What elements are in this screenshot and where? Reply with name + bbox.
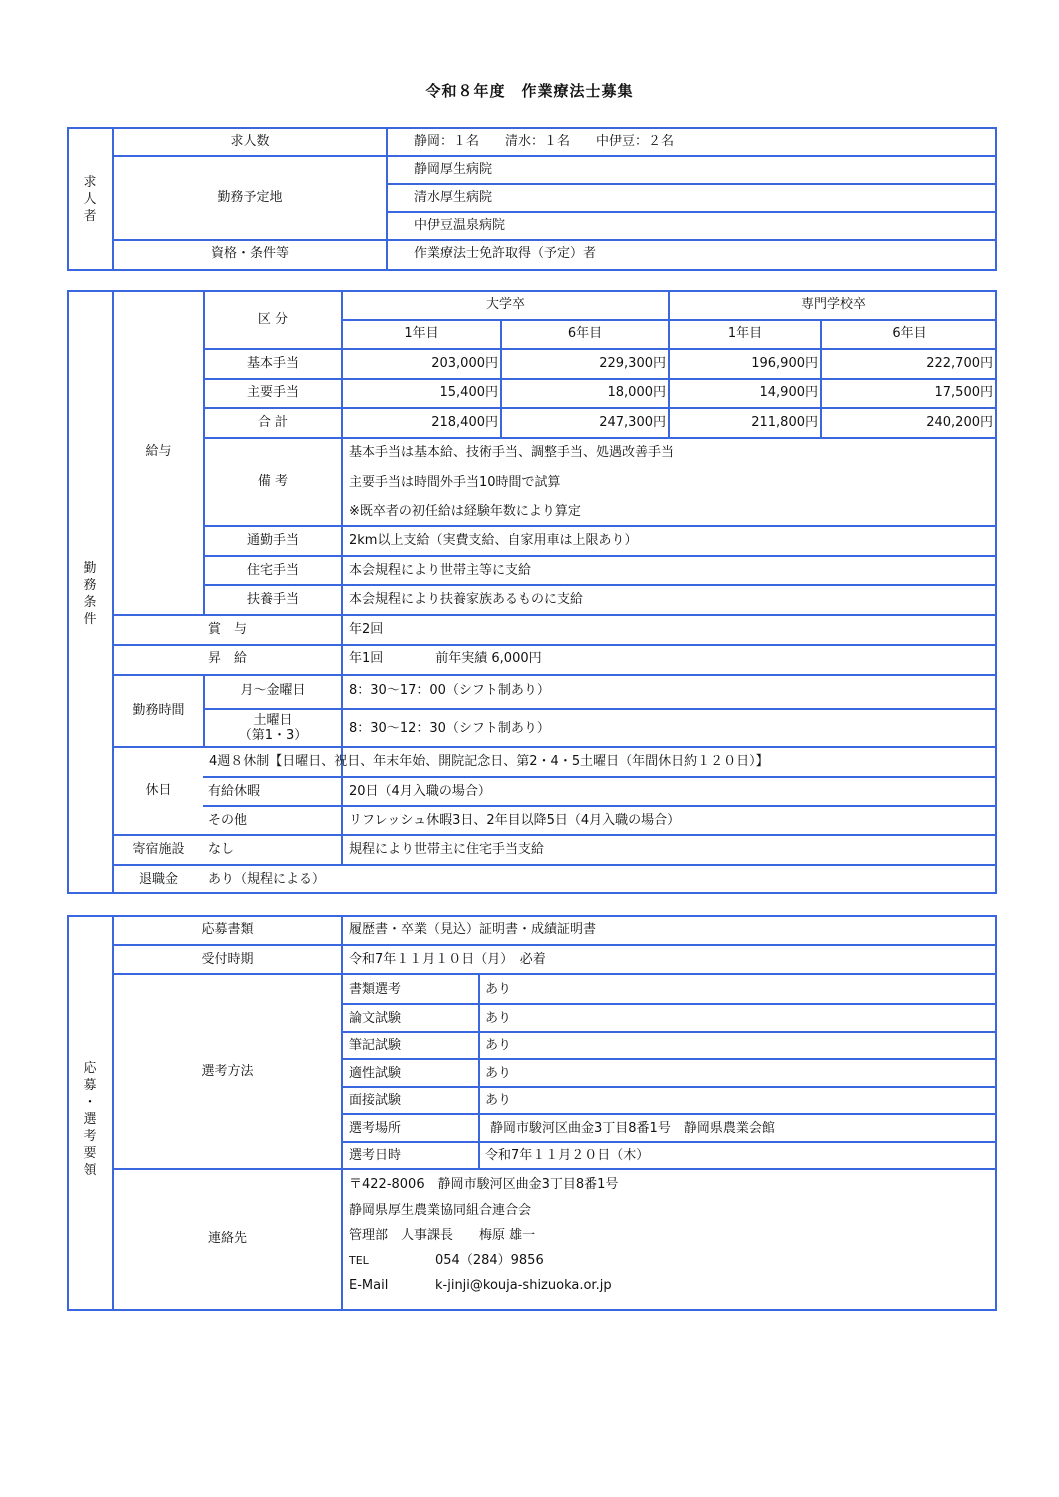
- dorm-label: 寄宿施設: [132, 842, 185, 857]
- paid-leave-value: 20日（4月入職の場合）: [349, 784, 491, 799]
- selection-item-label: 適性試験: [349, 1066, 402, 1081]
- salary-cell: 14,900円: [759, 385, 818, 400]
- selection-item-value: あり: [485, 1038, 512, 1053]
- salary-row-label: 合 計: [257, 415, 289, 430]
- contact-label: 連絡先: [207, 1231, 247, 1246]
- location-label: 勤務予定地: [217, 190, 283, 205]
- commute-value: 2km以上支給（実費支給、自家用車は上限あり）: [349, 533, 638, 548]
- other-leave-value: リフレッシュ休暇3日、2年目以降5日（4月入職の場合）: [349, 813, 681, 828]
- family-label: 扶養手当: [246, 592, 299, 607]
- sat-value: 8：30～12：30（シフト制あり）: [349, 721, 550, 736]
- holiday-value: 4週８休制【日曜日、祝日、年末年始、開院記念日、第2・4・5土曜日（年間休日約１２０日）】: [209, 754, 769, 769]
- bonus-value: 年2回: [349, 622, 384, 637]
- selection-item-label: 選考場所: [349, 1121, 402, 1136]
- application-side-label: 応 募 ・ 選 考 要 領: [83, 1061, 97, 1178]
- contact-line: 静岡県厚生農業協同組合連合会: [349, 1203, 532, 1218]
- openings-label: 求人数: [230, 134, 270, 149]
- weekday-value: 8：30～17：00（シフト制あり）: [349, 683, 550, 698]
- selection-item-label: 面接試験: [349, 1093, 402, 1108]
- selection-item-label: 書類選考: [349, 982, 402, 997]
- openings-value: 静岡：１名 清水：１名 中伊豆：２名: [414, 134, 675, 149]
- selection-item-value: 静岡市駿河区曲金3丁目8番1号 静岡県農業会館: [490, 1121, 775, 1136]
- selection-label: 選考方法: [201, 1064, 254, 1079]
- raise-label: 昇 給: [207, 651, 247, 666]
- page-title: 令和８年度 作業療法士募集: [425, 82, 634, 100]
- family-value: 本会規程により扶養家族あるものに支給: [349, 592, 584, 607]
- note-line: 主要手当は時間外手当10時間で試算: [349, 475, 561, 490]
- salary-row-label: 基本手当: [246, 356, 299, 371]
- location-nakaizu: 中伊豆温泉病院: [414, 218, 506, 233]
- bonus-label: 賞 与: [207, 622, 247, 637]
- selection-item-value: あり: [485, 1066, 512, 1081]
- contact-line: 管理部 人事課長 梅原 雄一: [349, 1228, 536, 1243]
- retire-label: 退職金: [138, 872, 178, 887]
- contact-line: 〒422-8006 静岡市駿河区曲金3丁目8番1号: [349, 1177, 619, 1192]
- kubun-label: 区 分: [257, 312, 289, 327]
- tel-label: TEL: [349, 1254, 369, 1267]
- other-leave-label: その他: [208, 813, 248, 828]
- dorm-value: なし: [208, 842, 235, 857]
- salary-label: 給与: [145, 444, 172, 459]
- salary-cell: 229,300円: [599, 356, 666, 371]
- notes-label: 備 考: [257, 474, 289, 489]
- selection-item-label: 論文試験: [349, 1011, 402, 1026]
- salary-cell: 15,400円: [439, 385, 498, 400]
- univ-year1: 1年目: [404, 326, 439, 341]
- salary-cell: 247,300円: [599, 415, 666, 430]
- dorm-note: 規程により世帯主に住宅手当支給: [349, 842, 545, 857]
- selection-item-value: あり: [485, 1093, 512, 1108]
- sat-sub: （第1・3）: [238, 728, 308, 743]
- location-shizuoka: 静岡厚生病院: [414, 162, 493, 177]
- deadline-label: 受付時期: [201, 952, 254, 967]
- salary-cell: 17,500円: [934, 385, 993, 400]
- selection-item-value: あり: [485, 982, 512, 997]
- note-line: ※既卒者の初任給は経験年数により算定: [349, 504, 581, 519]
- selection-item-label: 選考日時: [349, 1148, 402, 1163]
- email-label: E-Mail: [349, 1278, 389, 1293]
- housing-value: 本会規程により世帯主等に支給: [349, 563, 532, 578]
- location-shimizu: 清水厚生病院: [414, 190, 493, 205]
- salary-cell: 203,000円: [431, 356, 498, 371]
- salary-cell: 218,400円: [431, 415, 498, 430]
- selection-item-value: 令和7年１１月２０日（木）: [485, 1148, 650, 1163]
- salary-cell: 240,200円: [926, 415, 993, 430]
- housing-label: 住宅手当: [246, 563, 299, 578]
- group-senmon: 専門学校卒: [800, 297, 866, 312]
- weekday-label: 月～金曜日: [240, 683, 306, 698]
- salary-cell: 211,800円: [751, 415, 818, 430]
- paid-leave-label: 有給休暇: [208, 784, 261, 799]
- selection-item-value: あり: [485, 1011, 512, 1026]
- conditions-side-label: 勤 務 条 件: [83, 561, 97, 627]
- holiday-label: 休日: [145, 783, 172, 798]
- retire-value: あり（規程による）: [208, 872, 326, 887]
- email-value: k-jinji@kouja-shizuoka.or.jp: [435, 1278, 612, 1293]
- qual-label: 資格・条件等: [210, 246, 289, 261]
- docs-label: 応募書類: [201, 922, 254, 937]
- selection-item-label: 筆記試験: [349, 1038, 402, 1053]
- group-univ: 大学卒: [485, 297, 525, 312]
- senmon-year1: 1年目: [727, 326, 763, 341]
- univ-year6: 6年目: [567, 326, 603, 341]
- senmon-year6: 6年目: [892, 326, 927, 341]
- docs-value: 履歴書・卒業（見込）証明書・成績証明書: [349, 922, 597, 937]
- qual-value: 作業療法士免許取得（予定）者: [414, 246, 597, 261]
- recruiter-side-label: 求 人 者: [83, 175, 97, 224]
- salary-row-label: 主要手当: [246, 385, 299, 400]
- salary-cell: 222,700円: [926, 356, 993, 371]
- sat-label: 土曜日: [253, 713, 293, 728]
- salary-cell: 18,000円: [607, 385, 666, 400]
- salary-cell: 196,900円: [751, 356, 818, 371]
- raise-value: 年1回 前年実績 6,000円: [349, 651, 542, 666]
- commute-label: 通勤手当: [246, 533, 299, 548]
- tel-value: 054（284）9856: [435, 1253, 544, 1268]
- note-line: 基本手当は基本給、技術手当、調整手当、処遇改善手当: [349, 445, 675, 460]
- hours-label: 勤務時間: [132, 703, 185, 718]
- deadline-value: 令和7年１１月１０日（月） 必着: [349, 952, 546, 967]
